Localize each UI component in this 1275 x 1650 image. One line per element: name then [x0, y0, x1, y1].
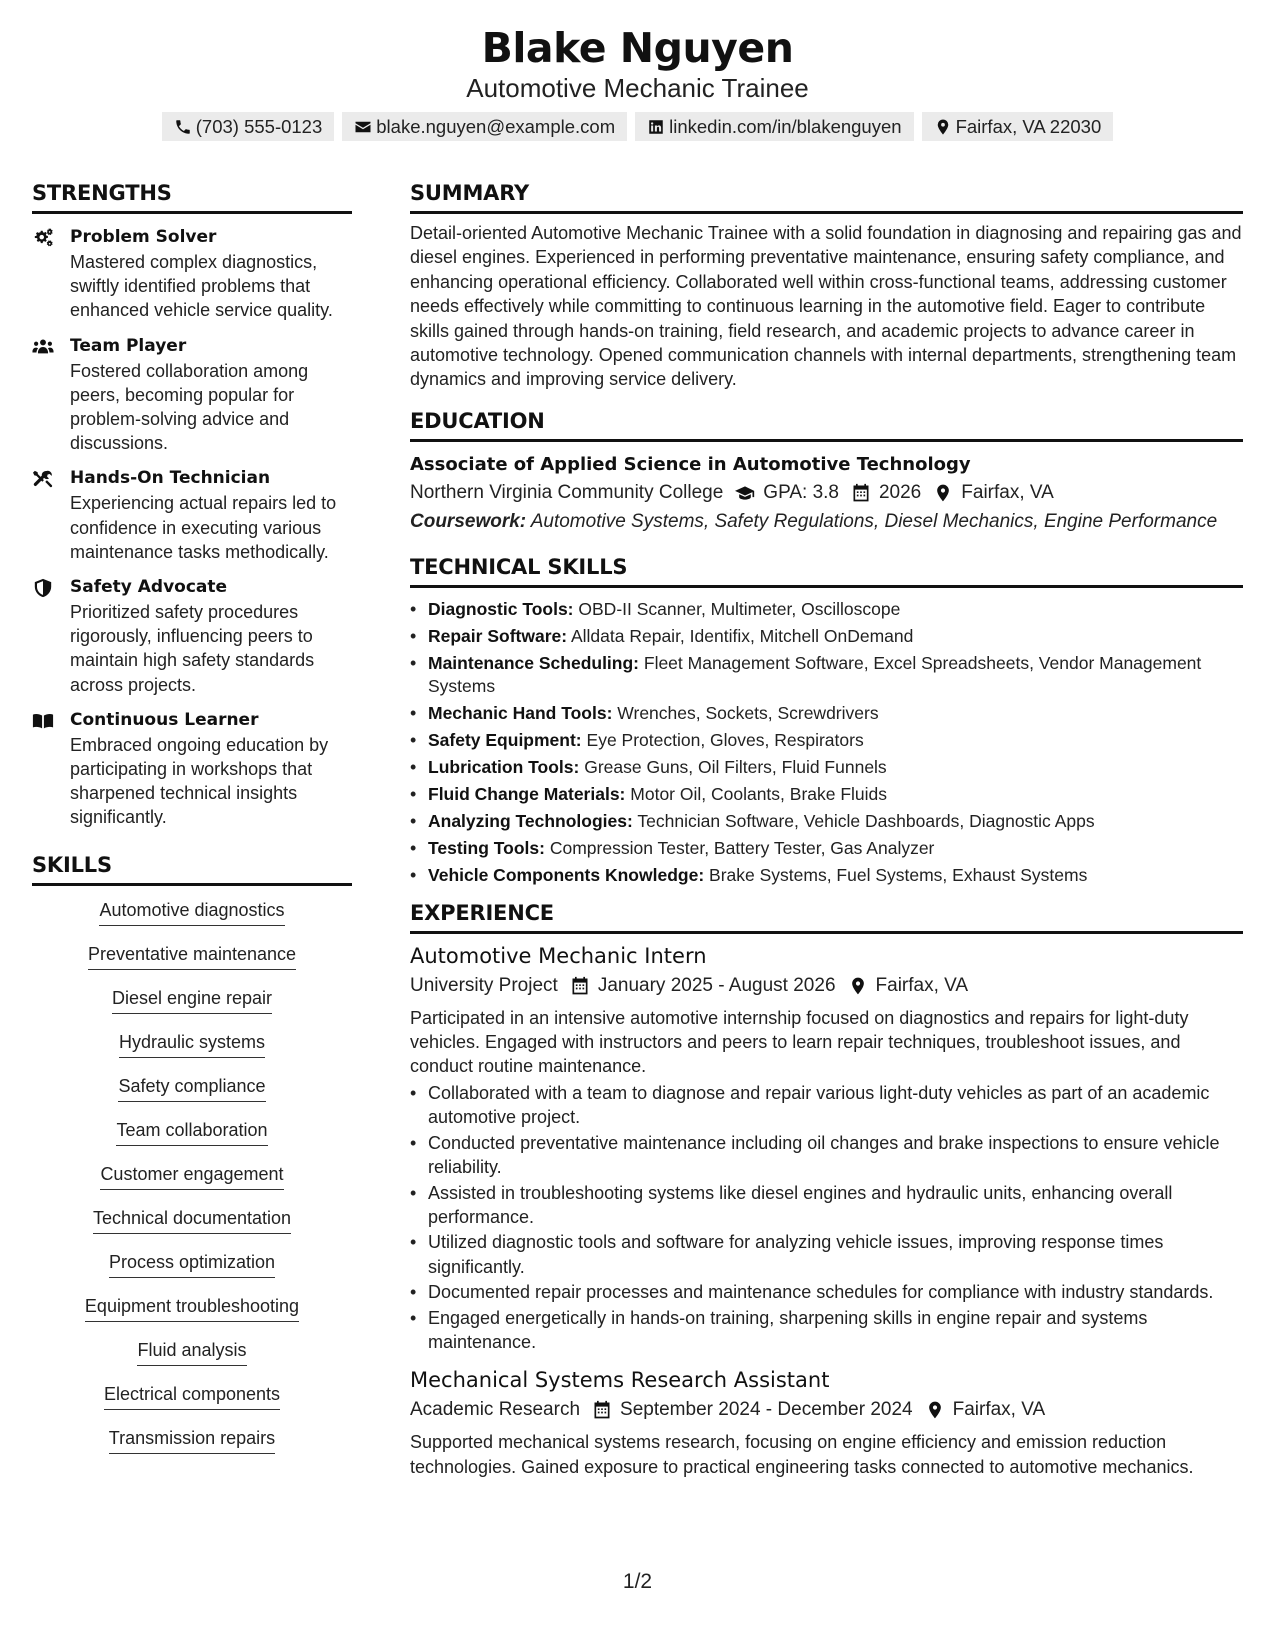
skill-tag: Hydraulic systems	[119, 1030, 265, 1058]
list-item	[410, 598, 1243, 621]
strength-item	[32, 575, 352, 697]
education-location: Fairfax, VA	[961, 481, 1054, 503]
job-dates: January 2025 - August 2026	[597, 974, 836, 996]
skill-value: Compression Tester, Battery Tester, Gas Analyzer	[549, 838, 935, 859]
list-item	[410, 756, 1243, 779]
users-icon	[32, 337, 54, 357]
list-item	[410, 783, 1243, 806]
summary-text: Detail-oriented Automotive Mechanic Trainee with a solid foundation in diagnosing and repairing gas and diesel engines. Experienced in performing preventative maintenance, ensuring safety compliance, and enhancing operational efficiency. Collaborated well within cross-functional teams, addressing customer needs effectively while committing to continuous learning in the automotive field. Eager to contribute skills gained through hands-on training, field research, and academic projects to advance career in automotive technology. Opened communication channels with internal departments, strengthening team dynamics and improving service delivery.	[410, 223, 1242, 390]
skill-value: Eye Protection, Gloves, Respirators	[586, 730, 864, 751]
list-item: • Collaborated with a team to diagnose and repair various light-duty vehicles as part of an academic automotive project.	[410, 1081, 1243, 1130]
skill-value: Grease Guns, Oil Filters, Fluid Funnels	[584, 757, 887, 778]
skill-label: Maintenance Scheduling:	[428, 653, 639, 674]
list-item	[410, 652, 1243, 698]
skill-tag: Transmission repairs	[109, 1426, 275, 1454]
envelope-icon	[354, 118, 372, 136]
calendar-icon	[570, 976, 590, 996]
list-item: • Engaged energetically in hands-on training, sharpening skills in engine repair and systems maintenance.	[410, 1306, 1243, 1355]
coursework	[410, 510, 1243, 534]
strength-desc: Mastered complex diagnostics, swiftly identified problems that enhanced vehicle service quality.	[70, 252, 333, 321]
strength-item	[32, 225, 352, 323]
list-item: • Conducted preventative maintenance including oil changes and brake inspections to ensure vehicle reliability.	[410, 1131, 1243, 1180]
page-number: 1/2	[622, 1570, 653, 1593]
experience-heading: EXPERIENCE	[410, 900, 1243, 934]
skill-label: Testing Tools:	[428, 838, 545, 859]
job-location: Fairfax, VA	[952, 1399, 1046, 1421]
skill-value: Brake Systems, Fuel Systems, Exhaust Systems	[709, 865, 1088, 886]
strengths-heading: STRENGTHS	[32, 180, 352, 214]
skill-tag: Team collaboration	[116, 1118, 267, 1146]
job-bullets	[410, 1081, 1243, 1354]
candidate-title: Automotive Mechanic Trainee	[466, 73, 809, 103]
strength-title: Team Player	[70, 335, 187, 356]
skill-value: Wrenches, Sockets, Screwdrivers	[617, 703, 879, 724]
contact-bar	[0, 112, 1275, 141]
skill-label: Vehicle Components Knowledge:	[428, 865, 705, 886]
strength-desc: Prioritized safety procedures rigorously, influencing peers to maintain high safety standards across projects.	[70, 602, 315, 695]
strength-desc: Embraced ongoing education by participating in workshops that sharpened technical insights significantly.	[70, 734, 329, 828]
strength-title: Safety Advocate	[70, 577, 228, 598]
skill-tag: Technical documentation	[93, 1206, 291, 1234]
skill-tag: Electrical components	[104, 1382, 280, 1410]
skill-tag: Fluid analysis	[137, 1338, 246, 1366]
resume-header	[0, 22, 1275, 141]
coursework-label: Coursework:	[410, 510, 527, 532]
graduation-year: 2026	[878, 481, 922, 503]
contact-email-text: blake.nguyen@example.com	[376, 116, 616, 137]
strength-title: Problem Solver	[70, 227, 217, 247]
job-title: Mechanical Systems Research Assistant	[410, 1368, 830, 1393]
location-pin-icon	[933, 483, 953, 503]
skill-label: Lubrication Tools:	[428, 757, 580, 778]
coursework-text: Automotive Systems, Safety Regulations, Diesel Mechanics, Engine Performance	[530, 510, 1218, 532]
skill-label: Mechanic Hand Tools:	[428, 703, 613, 724]
skill-tag: Process optimization	[109, 1250, 275, 1278]
calendar-icon	[851, 483, 871, 503]
summary-heading: SUMMARY	[410, 180, 1243, 214]
contact-location	[922, 112, 1114, 141]
graduation-cap-icon	[735, 483, 755, 503]
school-name: Northern Virginia Community College	[410, 481, 724, 503]
location-pin-icon	[848, 976, 868, 996]
gpa: GPA: 3.8	[763, 481, 839, 503]
book-icon	[32, 711, 54, 731]
skill-label: Repair Software:	[428, 626, 568, 647]
list-item	[410, 864, 1243, 887]
skill-value: Technician Software, Vehicle Dashboards, Diagnostic Apps	[637, 811, 1095, 832]
skill-tag: Automotive diagnostics	[99, 898, 284, 926]
job-meta	[410, 1396, 1243, 1424]
technical-skills-heading: TECHNICAL SKILLS	[410, 554, 1243, 588]
list-item	[410, 729, 1243, 752]
shield-icon	[32, 578, 54, 598]
job-description: Supported mechanical systems research, focusing on engine efficiency and emission reduction technologies. Gained exposure to practical engineering tasks connected to automotive mechanics.	[410, 1432, 1194, 1477]
linkedin-icon	[647, 118, 665, 136]
job-org: Academic Research	[410, 1399, 581, 1421]
education-heading: EDUCATION	[410, 408, 1243, 442]
job-dates: September 2024 - December 2024	[620, 1399, 913, 1421]
strength-title: Continuous Learner	[70, 709, 259, 730]
degree-title: Associate of Applied Science in Automotive Technology	[410, 453, 971, 475]
skill-value: Fleet Management Software, Excel Spreadsheets, Vendor Management Systems	[428, 653, 1202, 697]
list-item	[410, 625, 1243, 648]
phone-icon	[174, 118, 192, 136]
left-column	[32, 180, 352, 1470]
skill-tag: Equipment troubleshooting	[85, 1294, 299, 1322]
location-pin-icon	[925, 1400, 945, 1420]
technical-skills-list	[410, 598, 1243, 887]
skill-label: Fluid Change Materials:	[428, 784, 626, 805]
contact-linkedin-text: linkedin.com/in/blakenguyen	[669, 116, 902, 137]
candidate-name: Blake Nguyen	[481, 24, 794, 72]
strength-title: Hands-On Technician	[70, 468, 271, 489]
contact-location-text: Fairfax, VA 22030	[955, 116, 1102, 137]
right-column	[410, 180, 1243, 1479]
tools-icon	[32, 469, 54, 489]
job-location: Fairfax, VA	[875, 974, 969, 996]
contact-phone-text: (703) 555-0123	[195, 116, 323, 137]
list-item	[410, 702, 1243, 725]
job-title: Automotive Mechanic Intern	[410, 943, 707, 968]
experience-entry	[410, 942, 1243, 1355]
gears-icon	[32, 228, 54, 248]
skill-tag: Diesel engine repair	[112, 986, 272, 1014]
list-item: • Documented repair processes and maintenance schedules for compliance with industry standards.	[410, 1280, 1243, 1304]
education-meta	[410, 479, 1243, 507]
contact-email[interactable]	[342, 112, 627, 141]
skill-value: Alldata Repair, Identifix, Mitchell OnDemand	[570, 626, 914, 647]
contact-linkedin[interactable]	[635, 112, 913, 141]
strength-desc: Experiencing actual repairs led to confidence in executing various maintenance tasks methodically.	[70, 493, 337, 562]
location-pin-icon	[934, 118, 952, 136]
contact-phone[interactable]	[162, 112, 335, 141]
experience-entry	[410, 1366, 1243, 1479]
skills-heading: SKILLS	[32, 852, 352, 886]
strength-item	[32, 334, 352, 456]
skill-label: Diagnostic Tools:	[428, 599, 574, 620]
skill-label: Safety Equipment:	[428, 730, 582, 751]
list-item: • Assisted in troubleshooting systems like diesel engines and hydraulic units, enhancing overall performance.	[410, 1181, 1243, 1230]
skill-value: OBD-II Scanner, Multimeter, Oscilloscope	[578, 599, 901, 620]
strength-desc: Fostered collaboration among peers, becoming popular for problem-solving advice and discussions.	[70, 360, 309, 454]
skills-list	[32, 898, 352, 1470]
skill-tag: Safety compliance	[118, 1074, 265, 1102]
strength-item	[32, 708, 352, 830]
list-item: • Utilized diagnostic tools and software for analyzing vehicle issues, improving response times significantly.	[410, 1230, 1243, 1279]
job-org: University Project	[410, 974, 558, 996]
skill-tag: Customer engagement	[100, 1162, 283, 1190]
skill-label: Analyzing Technologies:	[428, 811, 633, 832]
skill-tag: Preventative maintenance	[88, 942, 296, 970]
calendar-icon	[592, 1400, 612, 1420]
job-description: Participated in an intensive automotive internship focused on diagnostics and repairs for light-duty vehicles. Engaged with instructors and peers to learn repair techniques, troubleshoot issues, and conduct routine maintenance.	[410, 1007, 1189, 1077]
list-item	[410, 837, 1243, 860]
list-item	[410, 810, 1243, 833]
strength-item	[32, 466, 352, 564]
job-meta	[410, 972, 1243, 1000]
skill-value: Motor Oil, Coolants, Brake Fluids	[630, 784, 888, 805]
